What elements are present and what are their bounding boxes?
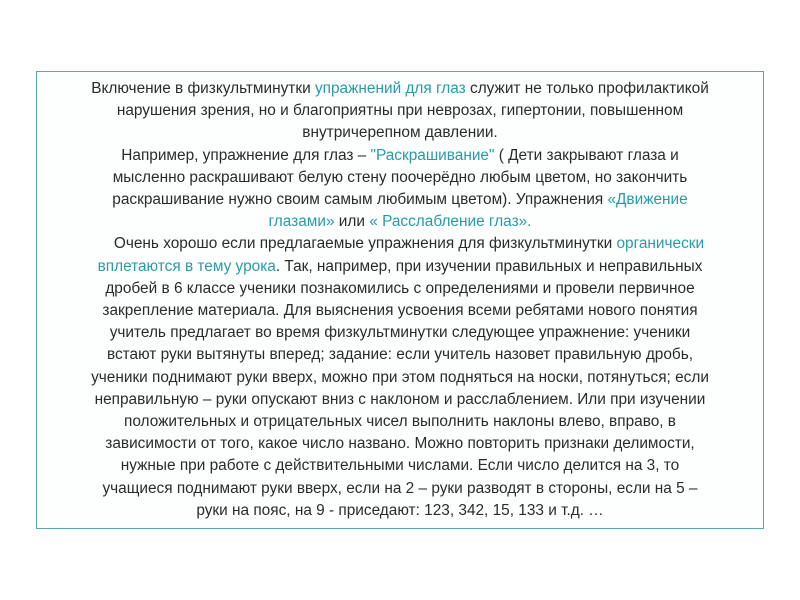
text-segment: руки на пояс, на 9 - приседают: 123, 342, 15, 133 и т.д. …: [196, 501, 604, 519]
text-segment: мысленно раскрашивают белую стену поочерёдно любым цветом, но закончить: [112, 168, 688, 186]
text-segment: . Так, например, при изучении правильных и неправильных: [275, 257, 703, 275]
text-frame: [36, 71, 764, 529]
text-segment: раскрашивание нужно своим самым любимым цветом). Упражнения: [112, 191, 608, 209]
text-segment: ( Дети закрывают глаза и: [494, 146, 679, 164]
highlighted-text: « Расслабление глаз».: [369, 213, 532, 231]
text-segment: встают руки вытянуты вперед; задание: если учитель назовет правильную дробь,: [106, 346, 694, 364]
text-segment: служит не только профилактикой: [465, 80, 709, 97]
body-text: [43, 78, 757, 522]
text-segment: закрепление материала. Для выяснения усвоения всеми ребятами нового понятия: [102, 302, 698, 320]
text-segment: Очень хорошо если предлагаемые упражнения для физкультминутки: [113, 235, 617, 253]
highlighted-text: вплетаются в тему урока: [97, 257, 276, 275]
text-segment: зависимости от того, какое число названо. Можно повторить признаки делимости,: [105, 435, 695, 453]
text-segment: нарушения зрения, но и благоприятны при неврозах, гипертонии, повышенном: [116, 102, 684, 120]
text-segment: нужные при работе с действительными числами. Если число делится на 3, то: [120, 457, 680, 475]
highlighted-text: "Раскрашивание": [370, 146, 495, 164]
text-segment: дробей в 6 классе ученики познакомились с определениями и провели первичное: [105, 279, 695, 297]
text-segment: учащиеся поднимают руки вверх, если на 2 – руки разводят в стороны, если на 5 –: [102, 479, 698, 497]
text-segment: Например, упражнение для глаз –: [121, 146, 371, 164]
text-segment: учитель предлагает во время физкультминутки следующее упражнение: ученики: [109, 324, 691, 342]
highlighted-text: «Движение: [607, 191, 688, 209]
highlighted-text: органически: [616, 235, 705, 253]
text-segment: положительных и отрицательных чисел выполнить наклоны влево, вправо, в: [124, 413, 676, 431]
highlighted-text: упражнений для глаз: [314, 80, 466, 97]
highlighted-text: глазами»: [268, 213, 335, 231]
text-segment: внутричерепном давлении.: [302, 124, 498, 142]
text-segment: ученики поднимают руки вверх, можно при этом подняться на носки, потянуться; если: [91, 368, 709, 386]
text-segment: Включение в физкультминутки: [91, 80, 315, 97]
text-segment: неправильную – руки опускают вниз с наклоном и расслаблением. Или при изучении: [94, 390, 706, 408]
text-segment: или: [334, 213, 370, 231]
